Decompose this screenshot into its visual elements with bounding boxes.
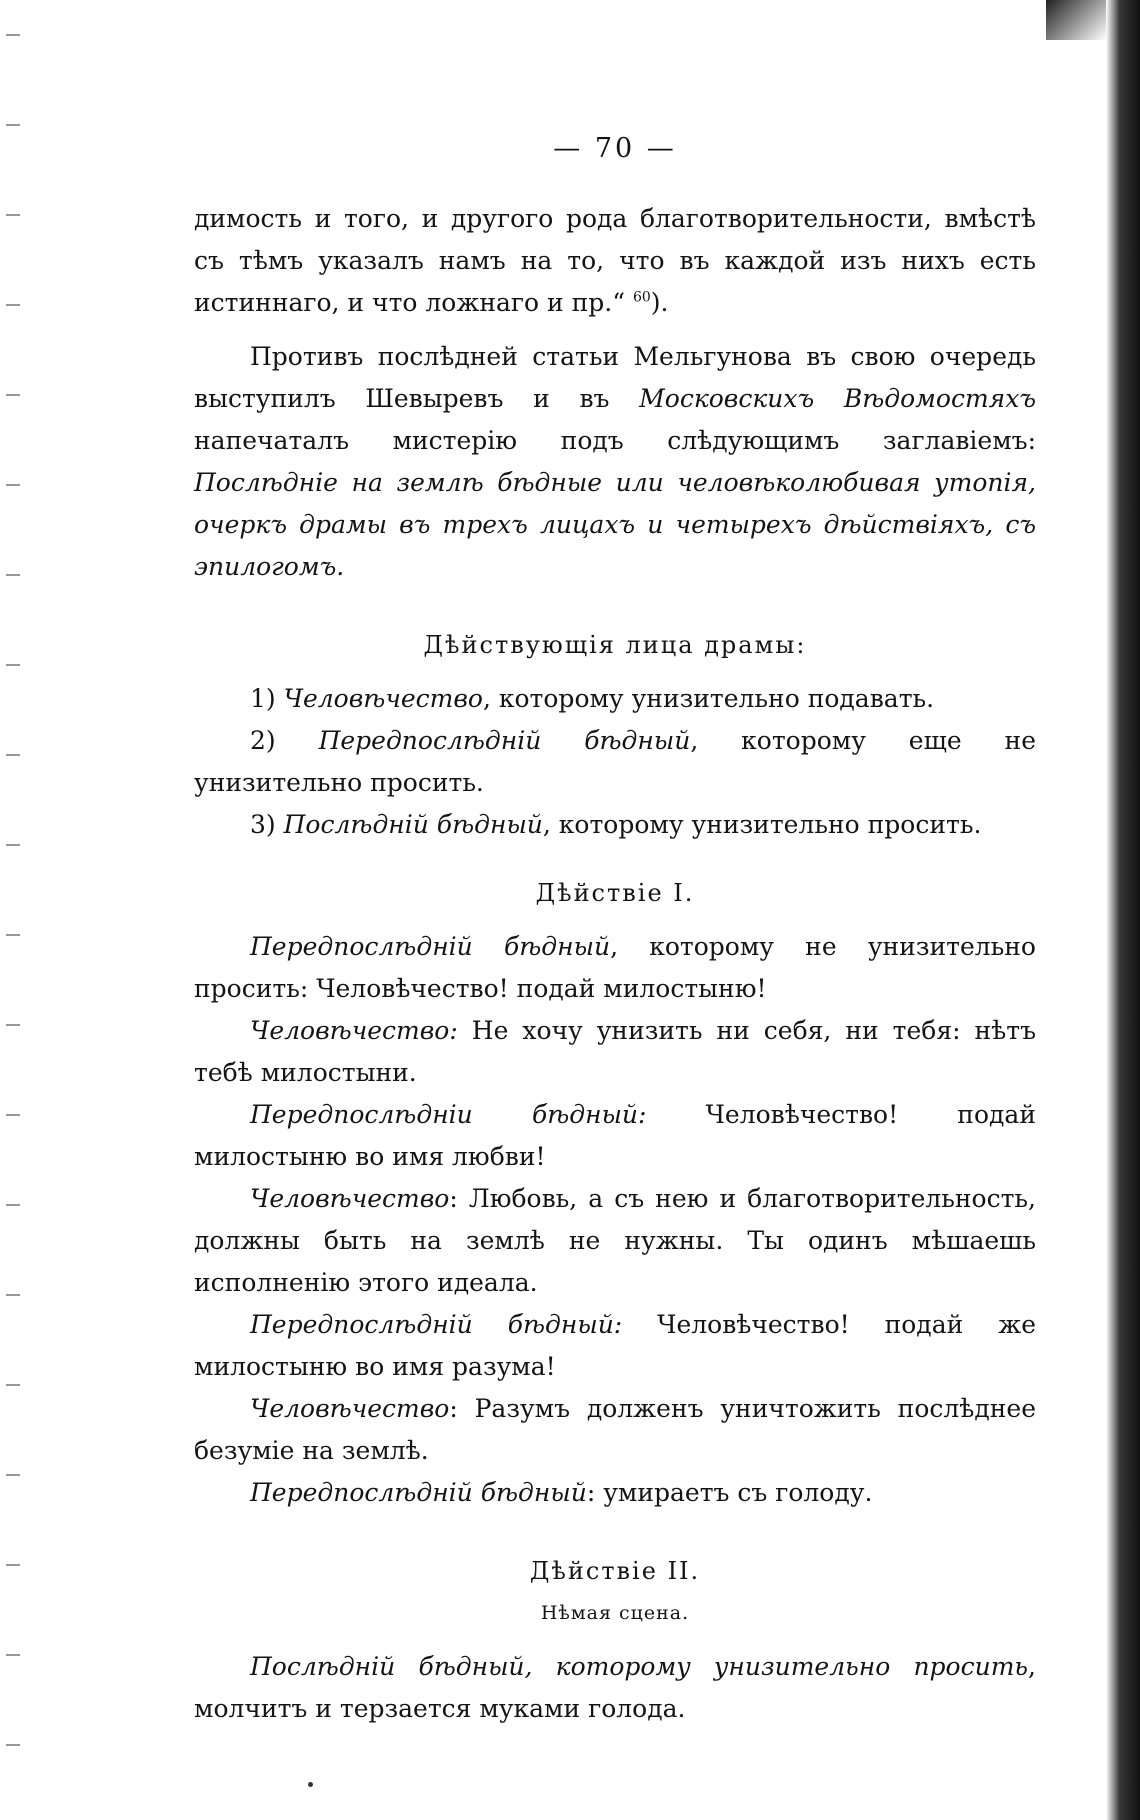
page-number: — 70 — (553, 133, 677, 164)
speaker: Передпослѣдній бѣдный (250, 1478, 587, 1507)
paragraph-continuation (194, 198, 1036, 324)
speaker: Передпослѣдній бѣдный: (250, 1310, 623, 1339)
page-left-edge (6, 0, 20, 1820)
speaker: Передпослѣдніи бѣдный: (250, 1100, 647, 1129)
cast-heading: Дѣйствующія лица драмы: (423, 631, 807, 659)
journal-title: Московскихъ Вѣдомостяхъ (639, 384, 1036, 413)
cast-desc: , которому унизительно подавать. (482, 684, 935, 713)
cast-role: Человѣчество (283, 684, 483, 713)
dialogue-line (194, 1304, 1036, 1388)
dialogue-line (194, 1472, 1036, 1514)
cast-item (194, 720, 1036, 804)
cast-number: 2) (250, 726, 276, 755)
dialogue-line (194, 1010, 1036, 1094)
dialogue-line (194, 926, 1036, 1010)
cast-desc: , которому унизительно просить. (542, 810, 982, 839)
cast-item (194, 804, 1036, 846)
speaker: Человѣчество (250, 1394, 450, 1423)
cast-role: Послѣдній бѣдный (283, 810, 543, 839)
paragraph-text: Противъ послѣдней статьи Мельгунова въ свою очередь выступилъ Шевыревъ и въ (194, 342, 1036, 413)
act-two-subheading: Нѣмая сцена. (540, 1602, 690, 1624)
speech: : умираетъ съ голоду. (586, 1478, 873, 1507)
paragraph-close: ). (650, 288, 669, 317)
dialogue-line (194, 1388, 1036, 1472)
dialogue-line (194, 1094, 1036, 1178)
speech: , которому не унизительно просить: Человѣчество! подай милостыню! (194, 932, 1036, 1003)
ink-speck (308, 1782, 313, 1787)
paragraph-text: напечаталъ мистерію подъ слѣдующимъ заглавіемъ: (194, 426, 1036, 455)
speech: : Любовь, а съ нею и благотворительность, должны быть на землѣ не нужны. Ты одинъ мѣшаешь исполненію этого идеала. (194, 1184, 1036, 1297)
paragraph-shevyrev (194, 336, 1036, 588)
cast-desc: , которому еще не унизительно просить. (194, 726, 1036, 797)
page-body (194, 198, 1036, 1730)
speaker: Человѣчество (250, 1184, 450, 1213)
dialogue-line (194, 1646, 1036, 1730)
speech: Не хочу унизить ни себя, ни тебя: нѣтъ тебѣ милостыни. (194, 1016, 1036, 1087)
act-one-heading: Дѣйствіе I. (535, 879, 695, 907)
cast-number: 1) (250, 684, 276, 713)
cast-role: Передпослѣдній бѣдный (318, 726, 691, 755)
speech: , молчитъ и терзается муками голода. (194, 1652, 1036, 1723)
cast-number: 3) (250, 810, 276, 839)
cast-item (194, 678, 1036, 720)
dialogue-line (194, 1178, 1036, 1304)
speech: : Разумъ долженъ уничтожить послѣднее безуміе на землѣ. (194, 1394, 1036, 1465)
paragraph-text: димость и того, и другого рода благотворительности, вмѣстѣ съ тѣмъ указалъ намъ на то, что въ каждой изъ нихъ есть истиннаго, и что ложнаго и пр.“ (194, 204, 1036, 317)
page-right-edge-shadow (1106, 0, 1140, 1820)
drama-title: Послѣдніе на землѣ бѣдные или человѣколюбивая утопія, очеркъ драмы въ трехъ лицахъ и четырехъ дѣйствіяхъ, съ эпилогомъ. (194, 468, 1036, 581)
speaker: Послѣдній бѣдный, которому унизительно просить (250, 1652, 1029, 1681)
speech: Человѣчество! подай же милостыню во имя разума! (194, 1310, 1036, 1381)
page-corner-shadow (1046, 0, 1106, 40)
footnote-ref: 60 (632, 289, 651, 306)
speaker: Передпослѣдній бѣдный (250, 932, 611, 961)
act-two-heading: Дѣйствіе II. (529, 1557, 701, 1585)
speaker: Человѣчество: (250, 1016, 458, 1045)
speech: Человѣчество! подай милостыню во имя любви! (194, 1100, 1036, 1171)
